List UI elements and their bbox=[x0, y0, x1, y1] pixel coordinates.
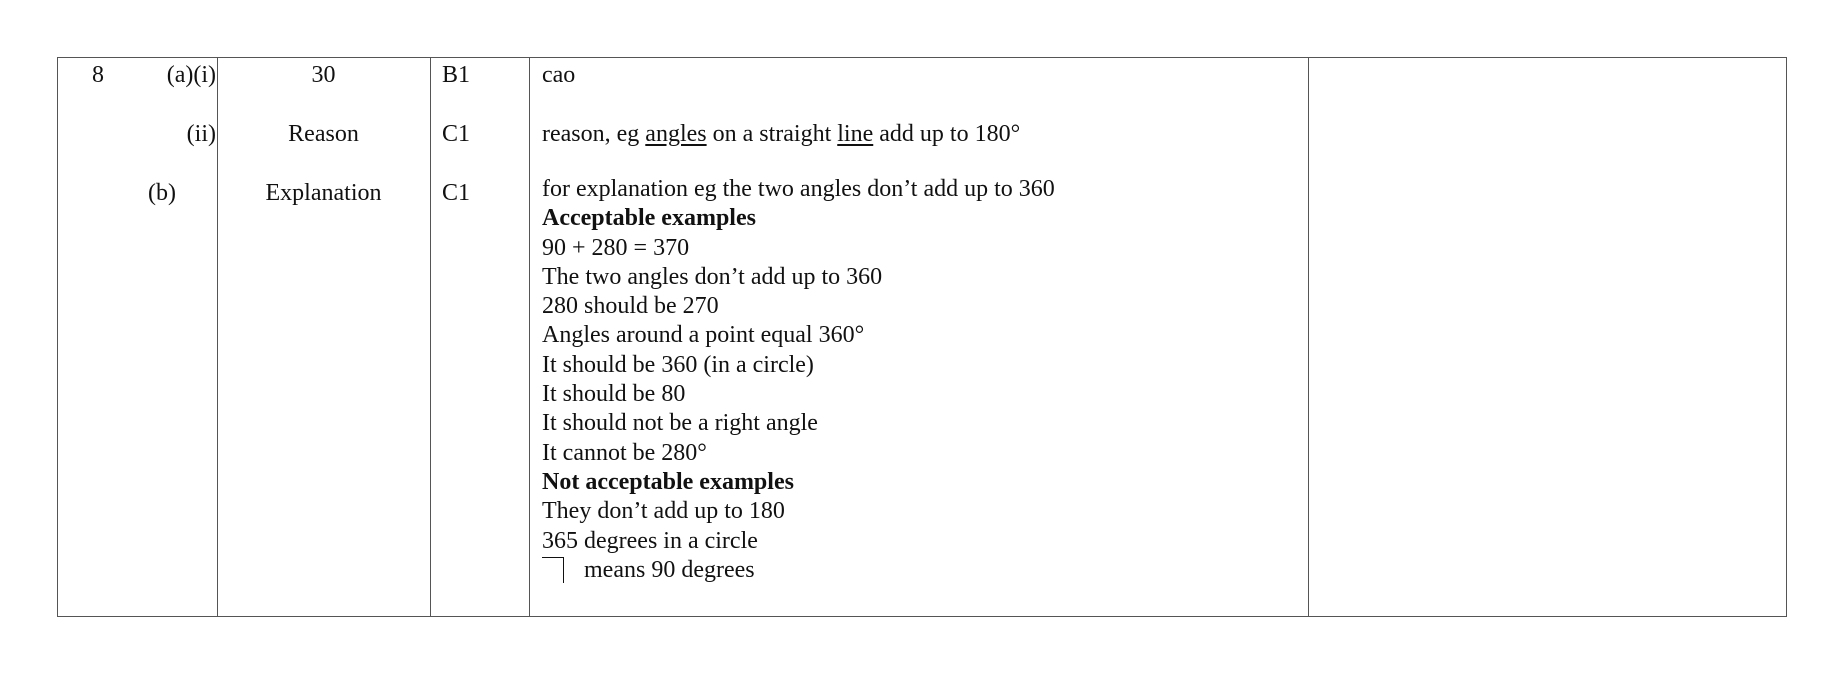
notes-intro: for explanation eg the two angles don’t add up to 360 bbox=[542, 176, 1055, 202]
right-angle-icon bbox=[542, 557, 564, 583]
acceptable-example: The two angles don’t add up to 360 bbox=[542, 263, 883, 290]
not-acceptable-example-right-angle bbox=[542, 556, 1055, 585]
mark-a-ii: C1 bbox=[442, 121, 471, 147]
acceptable-example: Angles around a point equal 360° bbox=[542, 322, 865, 349]
acceptable-heading: Acceptable examples bbox=[542, 205, 756, 232]
column-divider bbox=[529, 58, 530, 616]
notes-b bbox=[542, 175, 1055, 585]
not-acceptable-heading: Not acceptable examples bbox=[542, 468, 794, 495]
question-number: 8 bbox=[92, 62, 104, 88]
part-label-a-i: (a)(i) bbox=[166, 62, 216, 88]
part-label-a-ii: (ii) bbox=[186, 121, 216, 147]
acceptable-example: It should be 360 (in a circle) bbox=[542, 351, 814, 378]
acceptable-example: 90 + 280 = 370 bbox=[542, 234, 690, 261]
notes-a-ii bbox=[542, 120, 1020, 149]
notes-a-i: cao bbox=[542, 62, 576, 88]
answer-b: Explanation bbox=[265, 180, 382, 206]
mark-a-i: B1 bbox=[442, 62, 471, 88]
not-acceptable-example: 365 degrees in a circle bbox=[542, 527, 758, 554]
underlined-word: angles bbox=[645, 121, 707, 147]
notes-text: add up to 180° bbox=[873, 121, 1021, 147]
not-acceptable-example-text: means 90 degrees bbox=[584, 556, 755, 583]
acceptable-example: 280 should be 270 bbox=[542, 293, 719, 320]
part-label-b: (b) bbox=[148, 180, 176, 206]
underlined-word: line bbox=[837, 121, 874, 147]
acceptable-example: It cannot be 280° bbox=[542, 439, 707, 466]
column-divider bbox=[430, 58, 431, 616]
not-acceptable-example: They don’t add up to 180 bbox=[542, 498, 785, 525]
answer-a-i: 30 bbox=[311, 62, 336, 88]
answer-a-ii: Reason bbox=[288, 121, 359, 147]
column-divider bbox=[1308, 58, 1309, 616]
mark-scheme-table bbox=[57, 57, 1787, 617]
acceptable-example: It should be 80 bbox=[542, 381, 686, 408]
acceptable-example: It should not be a right angle bbox=[542, 410, 818, 437]
notes-text: reason, eg bbox=[542, 121, 646, 147]
mark-b: C1 bbox=[442, 180, 471, 206]
notes-text: on a straight bbox=[706, 121, 838, 147]
